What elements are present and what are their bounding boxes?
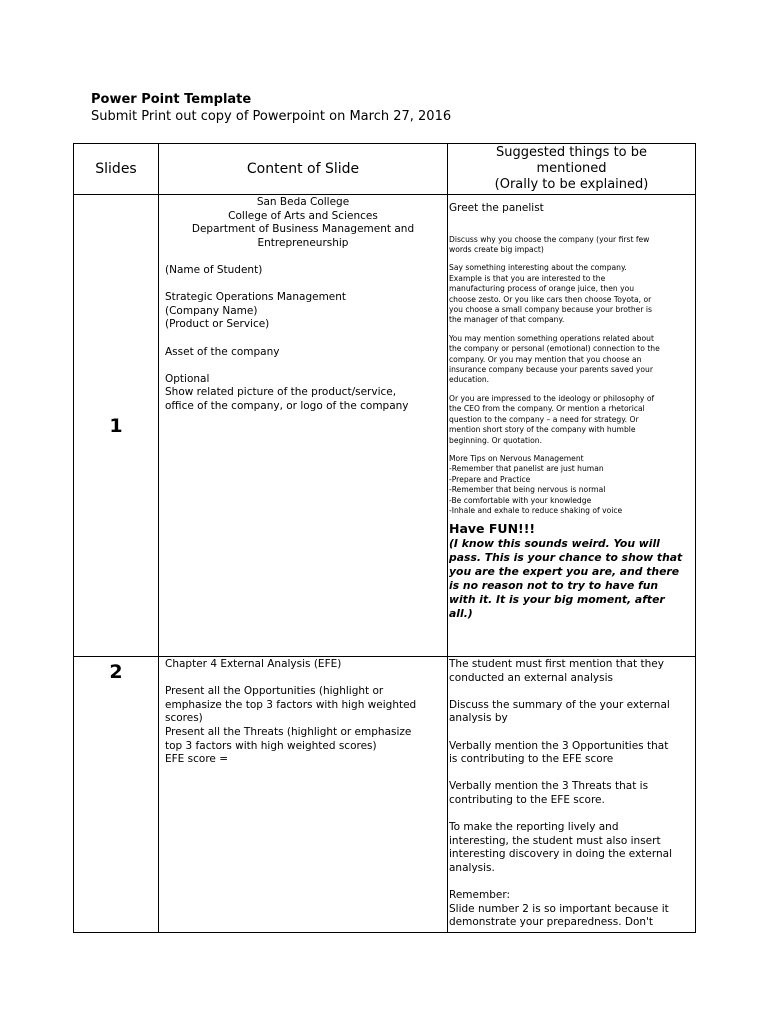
header-suggested [448, 144, 696, 195]
content-show-line1: Show related picture of the product/service, [165, 386, 397, 399]
suggest-have-fun: Have FUN!!! [449, 521, 536, 537]
slide-number: 1 [74, 195, 159, 657]
content-department-line2: Entrepreneurship [257, 236, 349, 249]
content-student: (Name of Student) [165, 263, 263, 276]
slide-content-cell [159, 657, 448, 933]
template-table [73, 143, 696, 933]
content-opportunities: Present all the Opportunities (highlight or emphasize the top 3 factors with high weighted scores) [165, 685, 417, 725]
slide-number: 2 [74, 657, 159, 933]
content-department-line1: Department of Business Management and [191, 223, 415, 236]
suggest-tips [449, 454, 695, 516]
suggest-p3: You may mention something operations related about the company or personal (emotional) connection to the company. Or you may mention that you choose an insurance company because your parents saved your education. [449, 333, 660, 385]
suggest-external-analysis: The student must first mention that they conducted an external analysis [449, 658, 664, 684]
content-company: (Company Name) [165, 304, 258, 317]
tips-title: More Tips on Nervous Management [449, 453, 584, 463]
header-suggested-line1: Suggested things to be [495, 145, 648, 160]
suggest-p2: Say something interesting about the company. Example is that you are interested to the manufacturing process of orange juice, then you choose zesto. Or you like cars then choose Toyota, or you choose a small company because your brother is the manager of that company. [449, 263, 652, 325]
content-show-line2: office of the company, or logo of the company [165, 399, 409, 412]
header-content: Content of Slide [159, 144, 448, 195]
slide-content-cell [159, 195, 448, 657]
suggest-threats: Verbally mention the 3 Threats that is contributing to the EFE score. [449, 780, 649, 806]
suggest-reporting: To make the reporting lively and interesting, the student must also insert interesting discovery in doing the external analysis. [449, 821, 672, 874]
suggest-opportunities: Verbally mention the 3 Opportunities that is contributing to the EFE score [449, 739, 669, 766]
content-efe-score: EFE score = [165, 753, 228, 766]
header-suggested-line3: (Orally to be explained) [494, 177, 649, 192]
content-course: Strategic Operations Management [165, 291, 347, 304]
tip-item: -Inhale and exhale to reduce shaking of voice [449, 505, 623, 515]
suggest-encouragement: (I know this sounds weird. You will pass. This is your chance to show that you are the expert you are, and there is no reason not to try to have fun with it. It is your big moment, after all.) [449, 537, 683, 621]
content-asset: Asset of the company [165, 345, 280, 358]
content-product: (Product or Service) [165, 318, 270, 331]
table-row [74, 657, 696, 933]
suggest-remember: Remember: Slide number 2 is so important because it demonstrate your preparedness. Don't [449, 889, 669, 928]
content-threats: Present all the Threats (highlight or emphasize top 3 factors with high weighted scores) [165, 725, 412, 752]
content-college: San Beda College [256, 196, 350, 208]
suggested-cell [448, 657, 696, 933]
content-optional: Optional [165, 372, 210, 385]
tip-item: -Prepare and Practice [449, 474, 531, 484]
table-header-row [74, 144, 696, 195]
tip-item: -Be comfortable with your knowledge [449, 495, 592, 505]
document-title: Power Point Template [91, 92, 252, 107]
content-chapter: Chapter 4 External Analysis (EFE) [165, 658, 342, 670]
suggest-p1: Discuss why you choose the company (your first few words create big impact) [449, 234, 650, 254]
suggest-summary: Discuss the summary of the your external analysis by [449, 698, 670, 725]
content-school: College of Arts and Sciences [228, 209, 378, 222]
suggested-cell [448, 195, 696, 657]
table-row [74, 195, 696, 657]
suggest-greet: Greet the panelist [449, 202, 544, 214]
header-suggested-line2: mentioned [536, 161, 607, 176]
header-slides: Slides [74, 144, 159, 195]
document-subtitle: Submit Print out copy of Powerpoint on March 27, 2016 [91, 109, 452, 124]
document-header [91, 92, 451, 126]
tip-item: -Remember that panelist are just human [449, 464, 604, 474]
suggest-p4: Or you are impressed to the ideology or philosophy of the CEO from the company. Or mention a rhetorical question to the company – a need for strategy. Or mention short story of the company with humble beginning. Or quotation. [449, 393, 655, 445]
tip-item: -Remember that being nervous is normal [449, 485, 606, 495]
